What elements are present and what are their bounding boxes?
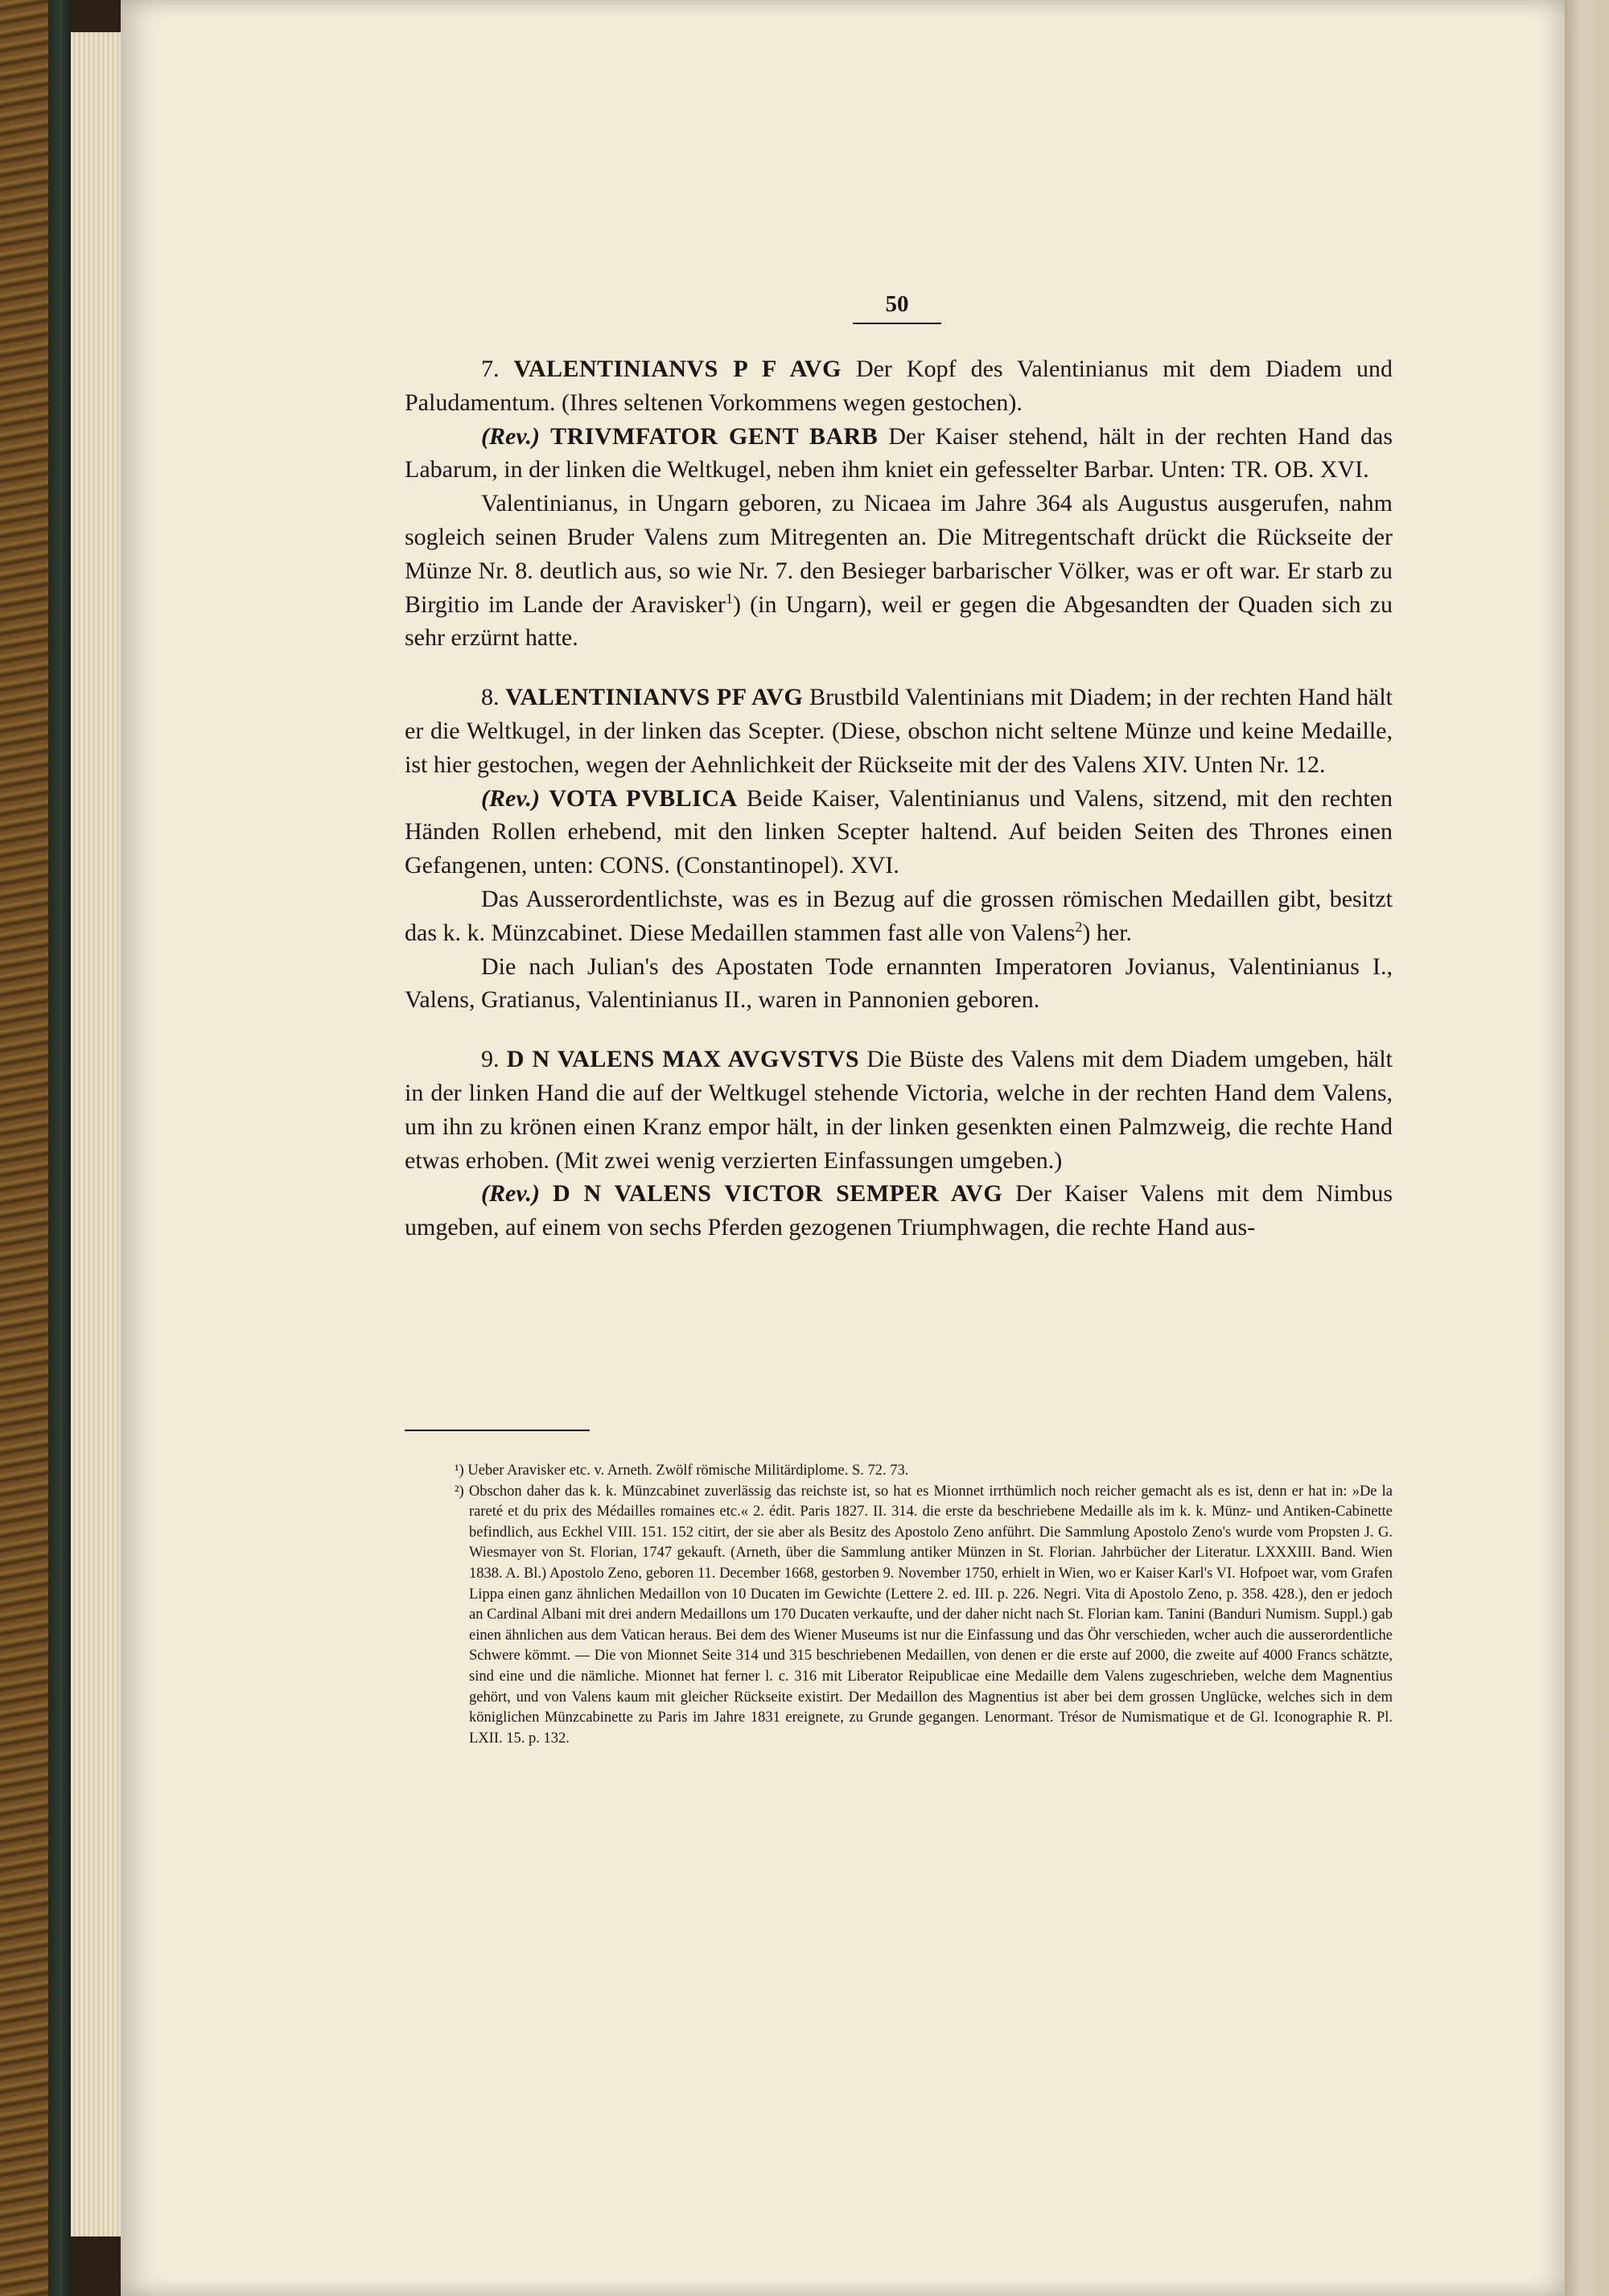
- entry-description: Der Kopf des Valentinianus mit dem Diadem und Paludamentum. (Ihres seltenen Vorkommens wegen gestochen).: [405, 356, 1393, 416]
- footnote-rule: [405, 1430, 590, 1431]
- footnote-1: [405, 1461, 1393, 1482]
- footnote-2: [405, 1482, 1393, 1750]
- entry-8-commentary-2: Die nach Julian's des Apostaten Tode ernannten Imperatoren Jovianus, Valentinianus I., Valens, Gratianus, Valentinianus II., waren in Pannonien geboren.: [405, 953, 1393, 1014]
- entry-7-commentary: [405, 487, 1393, 655]
- footnotes: [405, 1461, 1393, 1749]
- footnote-ref: 1: [726, 590, 733, 607]
- section-gap: [405, 655, 1393, 681]
- entry-8-obverse: [405, 681, 1393, 781]
- page-number: 50: [853, 291, 941, 324]
- coin-legend: VALENTINIANVS PF AVG: [505, 684, 804, 711]
- page-stack-edge: [71, 32, 127, 2236]
- entry-8-commentary: [405, 883, 1393, 950]
- facing-page-edge: [1565, 0, 1609, 2296]
- footnote-text: Obschon daher das k. k. Münzcabinet zuverlässig das reichste ist, so hat es Mionnet irrthümlich noch reicher gemacht als es ist, denn er hat in: »De la rareté et du prix des Médailles romaines etc.« 2. édit. Paris 1827. II. 314. die erste da beschriebene Medaille als im k. k. Münz- und Antiken-Cabinette befindlich, aus Eckhel VIII. 151. 152 citirt, der sie aber als Besitz des Apostolo Zeno anführt. Die Sammlung Apostolo Zeno's wurde vom Propsten J. G. Wiesmayer von St. Florian, 1747 gekauft. (Arneth, über die Sammlung antiker Münzen in St. Florian. Jahrbücher der Literatur. LXXXIII. Band. Wien 1838. A. Bl.) Apostolo Zeno, geboren 11. December 1668, gestorben 9. November 1750, erhielt in Wien, wo er Kaiser Karl's VI. Hofpoet war, vom Grafen Lippa einen ganz ähnlichen Medaillon von 10 Ducaten im Gewichte (Lettere 2. ed. III. p. 226. Negri. Vita di Apostolo Zeno, p. 358. 428.), den er jedoch an Cardinal Albani mit drei andern Medaillons um 170 Ducaten verkaufte, und der daher nicht nach St. Florian kam. Tanini (Banduri Numism. Suppl.) gab einen ähnlichen aus dem Vatican heraus. Bei dem des Wiener Museums ist nur die Einfassung und das Öhr verschieden, wcher auch die ausserordentliche Schwere kömmt. — Die von Mionnet Seite 314 und 315 beschriebenen Medaillen, von denen er die erste auf 2000, die zweite auf 4000 Francs schätzte, sind eine und die nämliche. Mionnet hat ferner l. c. 316 mit Liberator Reipublicae eine Medaille dem Valens zugeschrieben, welche dem Magnentius gehört, und von Valens kaum mit gleicher Rückseite existirt. Der Medaillon des Magnentius ist aber bei dem grossen Unglücke, welches sich in dem königlichen Münzcabinette zu Paris im Jahre 1831 ereignete, zu Grunde gegangen. Lenormant. Trésor de Numismatique et de Gl. Iconographie R. Pl. LXII. 15. p. 132.: [468, 1483, 1393, 1747]
- entry-9-reverse: [405, 1177, 1393, 1245]
- main-text: [405, 352, 1393, 1245]
- reverse-legend: D N VALENS VICTOR SEMPER AVG: [552, 1180, 1003, 1208]
- footnote-mark: ²): [455, 1483, 464, 1500]
- coin-legend: VALENTINIANVS P F AVG: [513, 356, 842, 382]
- footnote-ref: 2: [1075, 918, 1083, 935]
- reverse-label: (Rev.): [481, 784, 541, 812]
- commentary-text: ) her.: [1082, 919, 1133, 946]
- commentary-text: Valentinianus, in Ungarn geboren, zu Nicaea im Jahre 364 als Augustus ausgerufen, nahm sogleich seinen Bruder Valens zum Mitregenten an. Die Mitregentschaft drückt die Rückseite der Münze Nr. 8. deutlich aus, so wie Nr. 7. den Besieger barbarischer Völker, was er oft war. Er starb zu Birgitio im Lande der Aravisker: [405, 490, 1393, 618]
- entry-8-reverse: [405, 782, 1393, 883]
- reverse-label: (Rev.): [481, 422, 541, 450]
- reverse-legend: VOTA PVBLICA: [549, 784, 738, 812]
- coin-legend: D N VALENS MAX AVGVSTVS: [506, 1046, 860, 1073]
- book-cover-marbled: [0, 0, 48, 2296]
- book-spine-edge: [48, 0, 71, 2296]
- entry-7-reverse: [405, 420, 1393, 488]
- entry-description: Brustbild Valentinians mit Diadem; in der rechten Hand hält er die Weltkugel, in der linken das Scepter. (Diese, obschon nicht seltene Münze und keine Medaille, ist hier gestochen, wegen der Aehnlichkeit der Rückseite mit der des Valens XIV. Unten Nr. 12.: [405, 684, 1393, 778]
- reverse-legend: TRIVMFATOR GENT BARB: [550, 422, 879, 450]
- reverse-description: Der Kaiser stehend, hält in der rechten Hand das Labarum, in der linken die Weltkugel, neben ihm kniet ein gefesselter Barbar. Unten: TR. OB. XVI.: [405, 422, 1393, 483]
- section-gap: [405, 1017, 1393, 1043]
- entry-number: 7.: [481, 356, 500, 382]
- reverse-description: Beide Kaiser, Valentinianus und Valens, sitzend, mit den rechten Händen Rollen erhebend, mit den linken Scepter haltend. Auf beiden Seiten des Thrones einen Gefangenen, unten: CONS. (Constantinopel). XVI.: [405, 784, 1393, 879]
- entry-number: 9.: [481, 1046, 500, 1073]
- entry-7-obverse: [405, 352, 1393, 420]
- footnote-mark: ¹): [455, 1463, 464, 1479]
- entry-9-obverse: [405, 1043, 1393, 1177]
- entry-description: Die Büste des Valens mit dem Diadem umgeben, hält in der linken Hand die auf der Weltkugel stehende Victoria, welche in der rechten Hand dem Valens, um ihn zu krönen einen Kranz empor hält, in der linken gesenkten einen Palmzweig, die rechte Hand etwas erhoben. (Mit zwei wenig verzierten Einfassungen umgeben.): [405, 1046, 1393, 1174]
- footnote-text: Ueber Aravisker etc. v. Arneth. Zwölf römische Militärdiplome. S. 72. 73.: [467, 1463, 909, 1479]
- entry-number: 8.: [481, 684, 500, 711]
- commentary-text: ) (in Ungarn), weil er gegen die Abgesandten der Quaden sich zu sehr erzürnt hatte.: [405, 590, 1393, 652]
- commentary-text: Das Ausserordentlichste, was es in Bezug auf die grossen römischen Medaillen gibt, besitzt das k. k. Münzcabinet. Diese Medaillen stammen fast alle von Valens: [405, 885, 1393, 946]
- reverse-description: Der Kaiser Valens mit dem Nimbus umgeben, auf einem von sechs Pferden gezogenen Triumphwagen, die rechte Hand aus-: [405, 1180, 1393, 1241]
- reverse-label: (Rev.): [481, 1180, 541, 1208]
